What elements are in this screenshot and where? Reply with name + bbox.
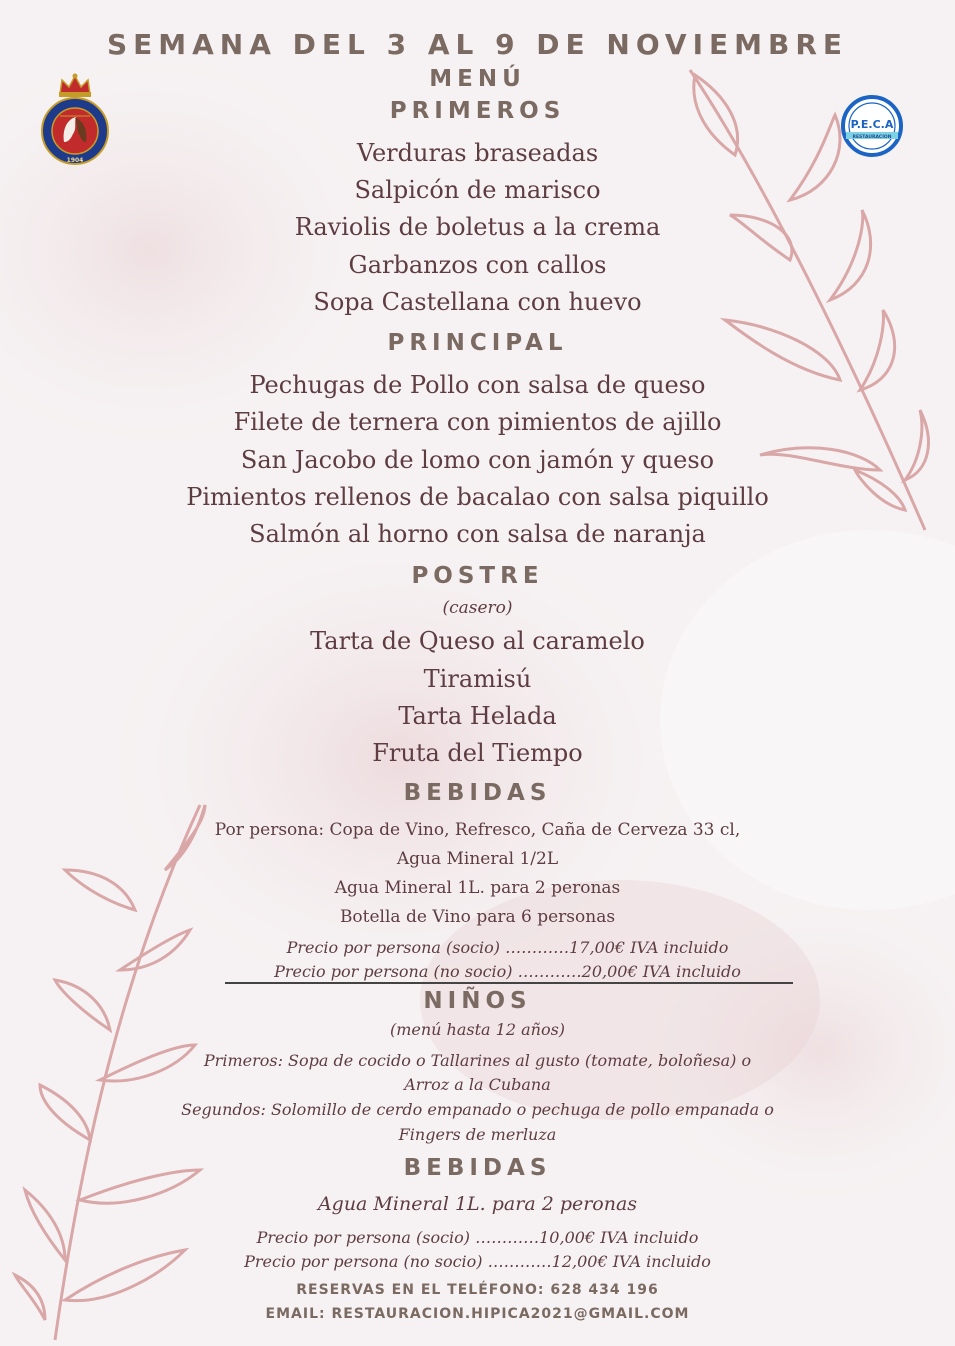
ninos-line: Primeros: Sopa de cocido o Tallarines al gusto (tomate, boloñesa) o — [203, 1051, 752, 1070]
postre-heading: POSTRE — [411, 563, 544, 589]
ninos-line: Segundos: Solomillo de cerdo empanado o pechuga de pollo empanada o — [181, 1100, 774, 1119]
price-no-socio: Precio por persona (no socio) …………20,00€ IVA incluido — [274, 962, 741, 981]
postre-item: Tiramisú — [423, 665, 532, 693]
bebidas-ninos-line: Agua Mineral 1L. para 2 peronas — [317, 1193, 638, 1215]
primeros-item: Salpicón de marisco — [354, 176, 601, 204]
ninos-line: Fingers de merluza — [398, 1125, 557, 1144]
svg-text:1904: 1904 — [66, 157, 84, 164]
ninos-heading: NIÑOS — [423, 988, 532, 1014]
week-title: SEMANA DEL 3 AL 9 DE NOVIEMBRE — [106, 28, 849, 61]
postre-note: (casero) — [442, 598, 513, 618]
principal-item: San Jacobo de lomo con jamón y queso — [240, 446, 715, 474]
principal-item: Pechugas de Pollo con salsa de queso — [249, 371, 706, 399]
ninos-price-socio: Precio por persona (socio) …………10,00€ IVA incluido — [256, 1228, 699, 1247]
reservation-phone: RESERVAS EN EL TELÉFONO: 628 434 196 — [296, 1282, 659, 1298]
bebidas-line: Agua Mineral 1L. para 2 peronas — [334, 878, 621, 898]
primeros-heading: PRIMEROS — [389, 98, 566, 124]
peca-logo-subtitle: RESTAURACION — [852, 135, 892, 140]
divider-line — [225, 982, 793, 984]
primeros-item: Sopa Castellana con huevo — [313, 288, 642, 316]
ninos-price-no-socio: Precio por persona (no socio) …………12,00€ IVA incluido — [244, 1252, 711, 1271]
bebidas-heading: BEBIDAS — [403, 780, 552, 806]
menu-title: MENÚ — [429, 66, 526, 92]
reservation-email: EMAIL: RESTAURACION.HIPICA2021@GMAIL.COM — [265, 1306, 690, 1322]
principal-item: Pimientos rellenos de bacalao con salsa piquillo — [186, 483, 769, 511]
postre-item: Tarta de Queso al caramelo — [310, 627, 645, 655]
principal-item: Salmón al horno con salsa de naranja — [249, 520, 706, 548]
primeros-item: Raviolis de boletus a la crema — [294, 213, 661, 241]
primeros-item: Verduras braseadas — [356, 139, 599, 167]
primeros-item: Garbanzos con callos — [348, 251, 607, 279]
bebidas-line: Agua Mineral 1/2L — [396, 849, 559, 869]
peca-logo-text: P.E.C.A — [850, 118, 894, 131]
bebidas-line: Botella de Vino para 6 personas — [339, 907, 616, 927]
price-socio: Precio por persona (socio) …………17,00€ IVA incluido — [286, 938, 729, 957]
principal-item: Filete de ternera con pimientos de ajillo — [233, 408, 722, 436]
ninos-note: (menú hasta 12 años) — [389, 1020, 566, 1039]
ninos-line: Arroz a la Cubana — [404, 1075, 551, 1094]
postre-item: Tarta Helada — [398, 702, 557, 730]
bebidas-line: Por persona: Copa de Vino, Refresco, Caña de Cerveza 33 cl, — [214, 820, 741, 840]
principal-heading: PRINCIPAL — [387, 330, 568, 356]
postre-item: Fruta del Tiempo — [372, 739, 583, 767]
bebidas-ninos-heading: BEBIDAS — [403, 1155, 552, 1181]
